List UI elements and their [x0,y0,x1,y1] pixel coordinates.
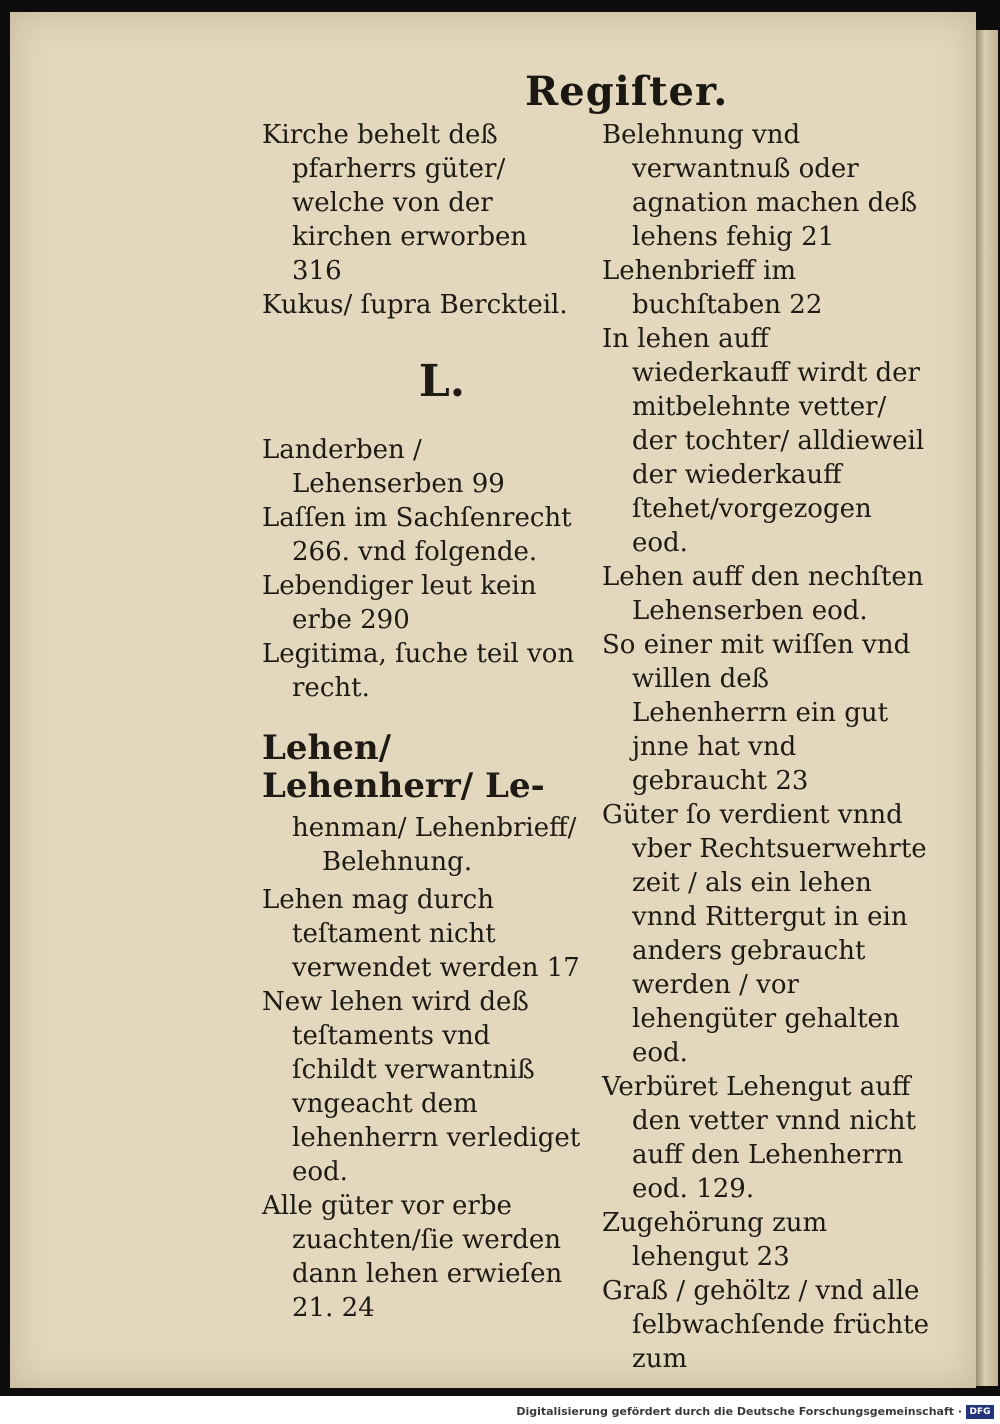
section-heading: Lehen/ Lehenherr/ Le- [262,728,545,806]
index-entry: New lehen wird deß teſtaments vnd ſchildt verwantniß vngeacht dem lehenherrn verlediget eod. [262,987,581,1187]
index-entry: Zugehörung zum lehengut 23 [602,1208,828,1272]
index-entry: Kukus/ ſupra Berckteil. [262,290,568,320]
index-entry: Laſſen im Sachſenrecht 266. vnd folgende. [262,503,572,567]
index-entry: Alle güter vor erbe zuachten/ſie werden dann lehen erwieſen 21. 24 [262,1191,563,1323]
section-heading-line: henman/ Lehenbrieff/ [292,813,577,843]
footer-credit: Digitalisierung gefördert durch die Deutsche Forschungsgemeinschaft · [516,1405,962,1418]
page-header: Regiſter. [525,68,729,115]
section-heading-line: Belehnung. [322,847,473,877]
index-entry: Lehen auff den nechſten Lehenserben eod. [602,562,924,626]
index-entry: In lehen auff wiederkauff wirdt der mitbelehnte vetter/ der tochter/ alldieweil der wiederkauff ſtehet/vorgezogen eod. [602,324,925,558]
section-letter: L. [418,356,466,407]
index-entry: Kirche behelt deß pfarherrs güter/ welche von der kirchen erworben 316 [262,120,528,286]
right-column [602,118,932,1376]
dfg-logo: DFG [966,1405,994,1419]
index-entry: Landerben / Lehenserben 99 [262,435,505,499]
index-entry: Güter ſo verdient vnnd vber Rechtsuerwehrte zeit / als ein lehen vnnd Rittergut in ein anders gebraucht werden / vor lehengüter gehalten eod. [602,800,927,1068]
index-entry: Lehen mag durch teſtament nicht verwendet werden 17 [262,885,580,983]
left-column [262,118,582,1325]
index-entry: Legitima, ſuche teil von recht. [262,639,575,703]
page-edge [976,30,998,1386]
index-entry: Graß / gehöltz / vnd alle ſelbwachſende früchte zum [602,1276,930,1374]
index-entry: Lehenbrieff im buchſtaben 22 [602,256,823,320]
index-entry: Lebendiger leut kein erbe 290 [262,571,537,635]
index-entry: Verbüret Lehengut auff den vetter vnnd nicht auff den Lehenherrn eod. 129. [602,1072,916,1204]
index-entry: Belehnung vnd verwantnuß oder agnation machen deß lehens fehig 21 [602,120,918,252]
index-entry: So einer mit wiſſen vnd willen deß Lehenherrn ein gut jnne hat vnd gebraucht 23 [602,630,911,796]
